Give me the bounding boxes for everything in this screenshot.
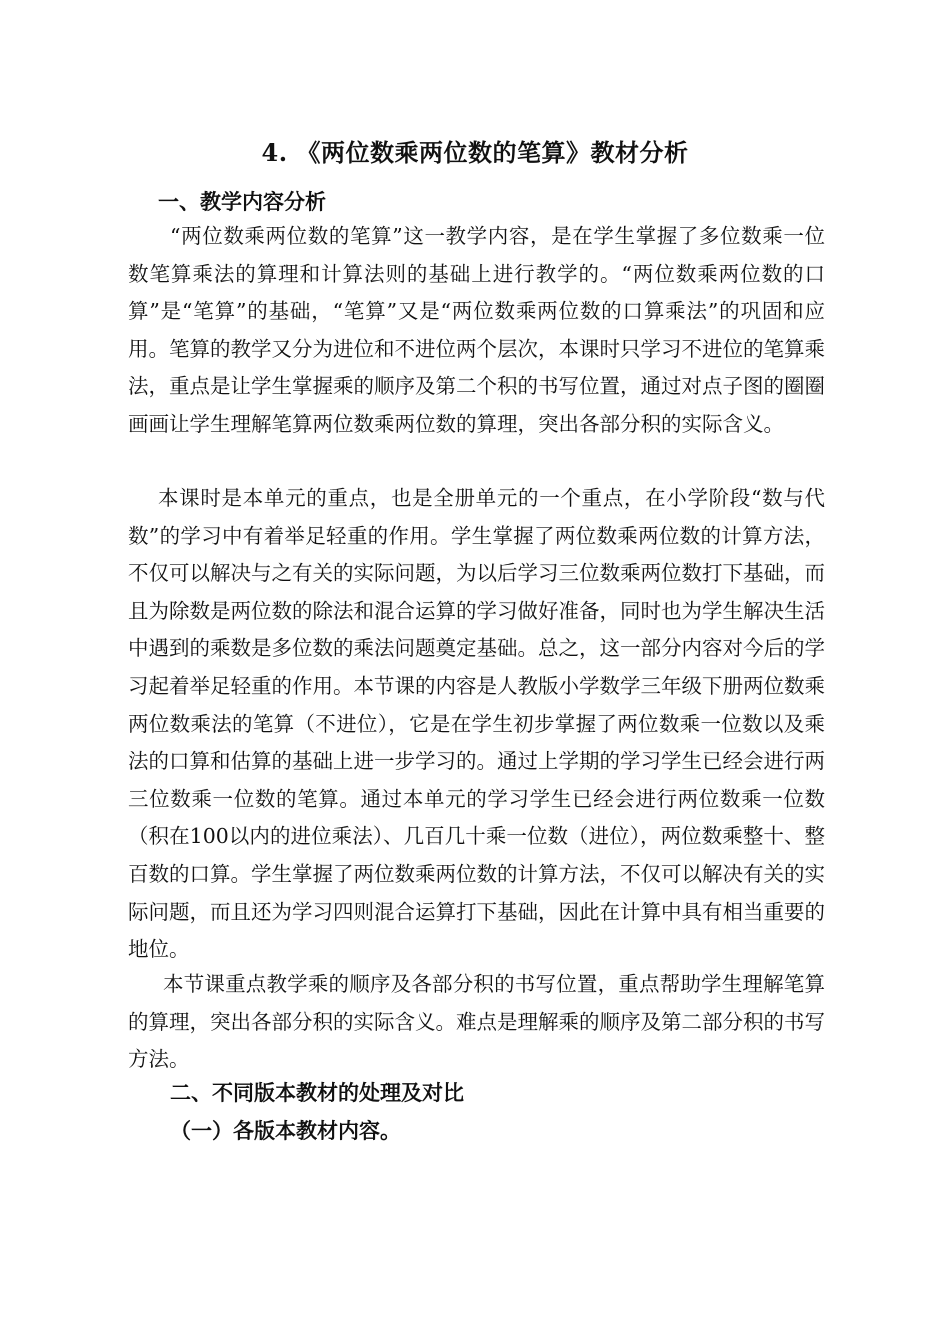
document-title: 4. 《两位数乘两位数的笔算》教材分析 [261,138,689,167]
paragraph-1: “两位数乘两位数的笔算”这一教学内容，是在学生掌握了多位数乘一位数笔算乘法的算理和计算法则的基础上进行教学的。“两位数乘两位数的口算”是“笔算”的基础，“笔算”又是“两位数乘两位数的口算乘法”的巩固和应用。笔算的教学又分为进位和不进位两个层次，本课时只学习不进位的笔算乘法，重点是让学生掌握乘的顺序及第二个积的书写位置，通过对点子图的圈圈画画让学生理解笔算两位数乘两位数的算理，突出各部分积的实际含义。 [128,224,825,436]
paragraph-3: 本节课重点教学乘的顺序及各部分积的书写位置，重点帮助学生理解笔算的算理，突出各部分积的实际含义。难点是理解乘的顺序及第二部分积的书写方法。 [128,972,825,1072]
section-heading-teaching-content: 一、教学内容分析 [158,189,326,214]
paragraph-2: 本课时是本单元的重点，也是全册单元的一个重点，在小学阶段“数与代数”的学习中有着举足轻重的作用。学生掌握了两位数乘两位数的计算方法，不仅可以解决与之有关的实际问题，为以后学习三位数乘两位数打下基础，而且为除数是两位数的除法和混合运算的学习做好准备，同时也为学生解决生活中遇到的乘数是多位数的乘法问题奠定基础。总之，这一部分内容对今后的学习起着举足轻重的作用。本节课的内容是人教版小学数学三年级下册两位数乘两位数乘法的笔算（不进位），它是在学生初步掌握了两位数乘一位数以及乘法的口算和估算的基础上进一步学习的。通过上学期的学习学生已经会进行两三位数乘一位数的笔算。通过本单元的学习学生已经会进行两位数乘一位数（积在100以内的进位乘法）、几百几十乘一位数（进位），两位数乘整十、整百数的口算。学生掌握了两位数乘两位数的计算方法，不仅可以解决有关的实际问题，而且还为学习四则混合运算打下基础，因此在计算中具有相当重要的地位。 [128,486,825,962]
subsection-heading-textbook-contents: （一）各版本教材内容。 [170,1118,401,1143]
section-heading-textbook-comparison: 二、不同版本教材的处理及对比 [170,1080,464,1105]
